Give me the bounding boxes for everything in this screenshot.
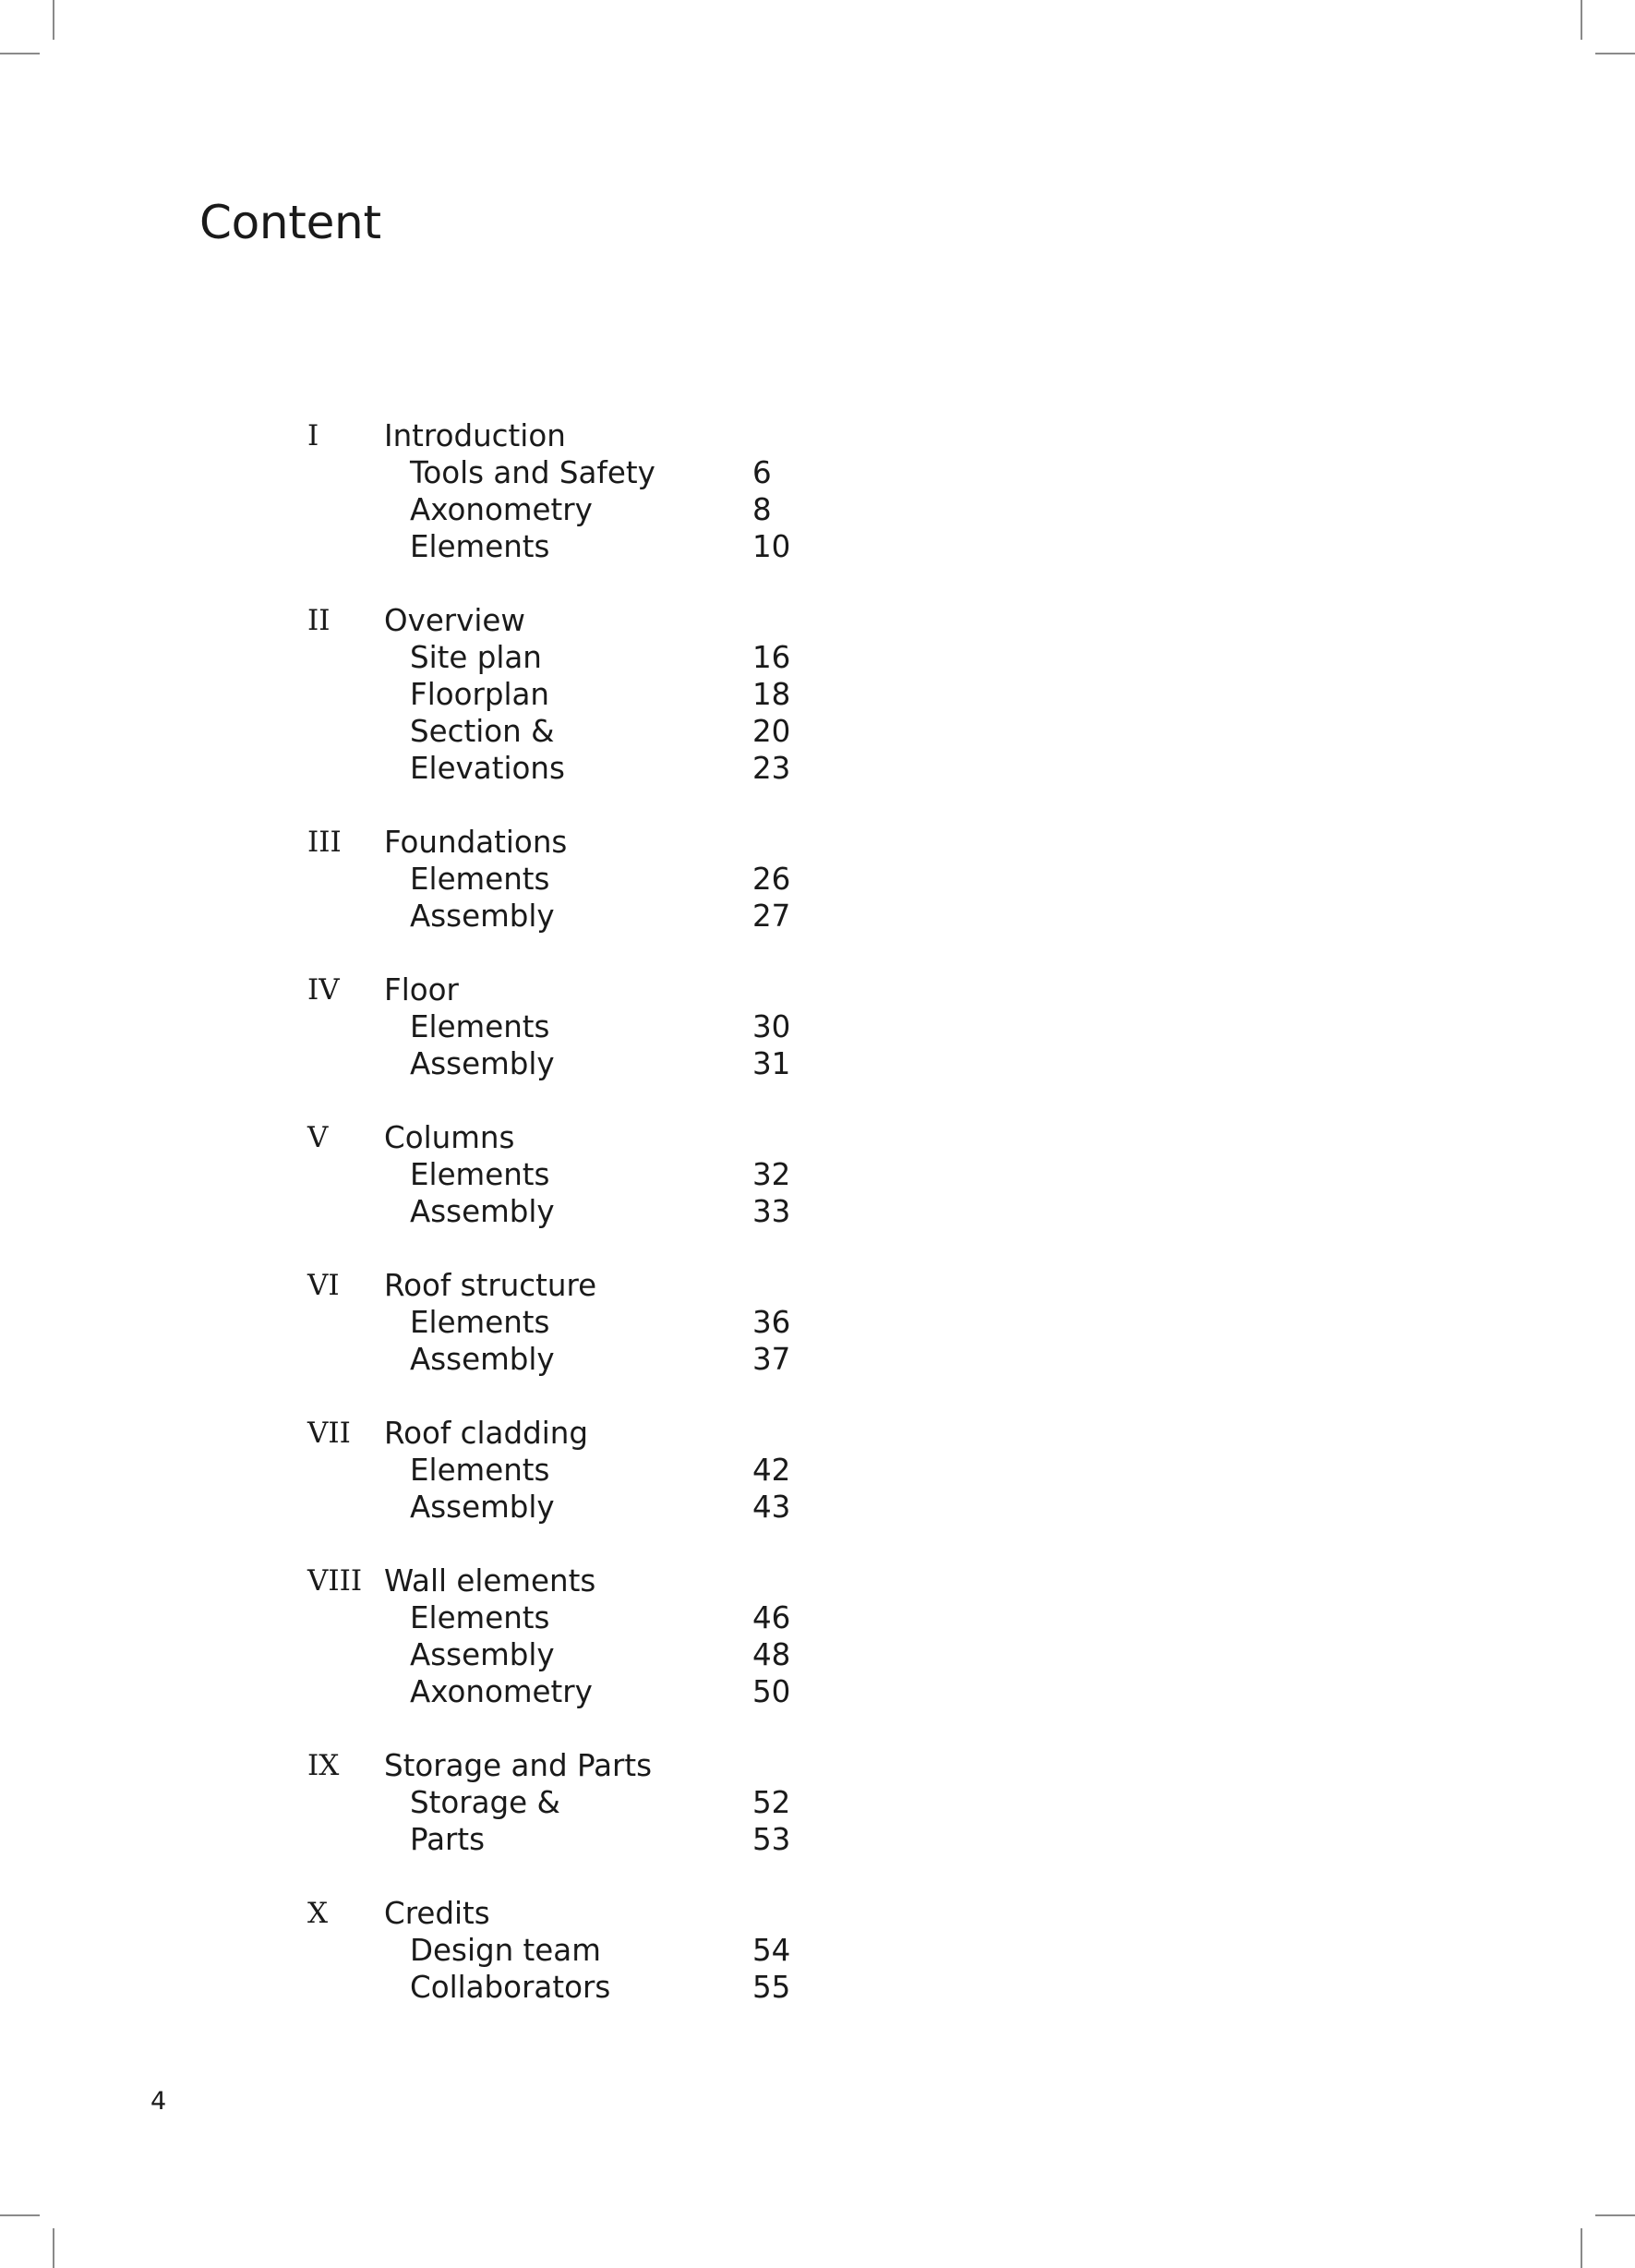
- toc-section-heading: Wall elements: [384, 1563, 596, 1598]
- toc-entry[interactable]: [307, 1932, 954, 1969]
- toc-entry[interactable]: [307, 1673, 954, 1710]
- toc-entry-title: Assembly: [410, 1637, 555, 1672]
- toc-entry[interactable]: [307, 1599, 954, 1636]
- toc-section-header[interactable]: [307, 971, 954, 1008]
- toc-section-heading: Introduction: [384, 418, 566, 453]
- toc-entry-page-number: 26: [752, 862, 791, 897]
- toc-entry[interactable]: [307, 861, 954, 898]
- toc-entry-page-number: 33: [752, 1194, 791, 1229]
- toc-entry[interactable]: [307, 898, 954, 935]
- toc-entry-title: Elements: [410, 862, 550, 897]
- toc-entry[interactable]: [307, 1636, 954, 1673]
- toc-entry[interactable]: [307, 1045, 954, 1082]
- page-number: 4: [150, 2087, 167, 2116]
- toc-entry-title: Section &: [410, 714, 555, 749]
- toc-section: [307, 971, 954, 1082]
- toc-entry-title: Assembly: [410, 1046, 555, 1081]
- toc-entry[interactable]: [307, 676, 954, 713]
- toc-section: [307, 1562, 954, 1710]
- toc-entry[interactable]: [307, 639, 954, 676]
- toc-section: [307, 824, 954, 935]
- toc-entry[interactable]: [307, 1452, 954, 1489]
- toc-entry[interactable]: [307, 1304, 954, 1341]
- toc-section-header[interactable]: [307, 1267, 954, 1304]
- toc-entry-title: Floorplan: [410, 677, 550, 712]
- toc-section-numeral: X: [307, 1897, 329, 1930]
- toc-entry-title: Assembly: [410, 899, 555, 934]
- toc-entry-page-number: 30: [752, 1009, 791, 1044]
- toc-entry-page-number: 36: [752, 1305, 791, 1340]
- toc-entry[interactable]: [307, 750, 954, 787]
- toc-entry-page-number: 54: [752, 1933, 791, 1968]
- crop-mark-bottom-right-vertical: [1581, 2228, 1582, 2268]
- toc-entry-title: Axonometry: [410, 1674, 593, 1709]
- toc-entry[interactable]: [307, 1008, 954, 1045]
- crop-mark-bottom-right-horizontal: [1595, 2214, 1635, 2216]
- toc-section-numeral: VII: [307, 1417, 351, 1450]
- toc-section: [307, 1895, 954, 2006]
- toc-entry-title: Elements: [410, 1305, 550, 1340]
- toc-section: [307, 1415, 954, 1526]
- toc-section-header[interactable]: [307, 417, 954, 454]
- toc-entry[interactable]: [307, 528, 954, 565]
- crop-mark-top-left-horizontal: [0, 53, 40, 54]
- toc-entry-page-number: 20: [752, 714, 791, 749]
- toc-entry[interactable]: [307, 1341, 954, 1378]
- toc-entry-page-number: 31: [752, 1046, 791, 1081]
- toc-entry-page-number: 53: [752, 1822, 791, 1857]
- toc-section-heading: Overview: [384, 603, 526, 638]
- toc-entry-page-number: 43: [752, 1490, 791, 1525]
- toc-entry-page-number: 23: [752, 751, 791, 786]
- toc-section-header[interactable]: [307, 1895, 954, 1932]
- toc-entry[interactable]: [307, 491, 954, 528]
- toc-entry-page-number: 32: [752, 1157, 791, 1192]
- toc-section: [307, 1119, 954, 1230]
- toc-section-header[interactable]: [307, 1119, 954, 1156]
- crop-mark-bottom-left-vertical: [53, 2228, 54, 2268]
- toc-entry[interactable]: [307, 1821, 954, 1858]
- toc-entry-page-number: 8: [752, 492, 772, 527]
- toc-entry-page-number: 16: [752, 640, 791, 675]
- crop-mark-top-right-vertical: [1581, 0, 1582, 40]
- toc-entry-title: Axonometry: [410, 492, 593, 527]
- toc-section-numeral: VI: [307, 1269, 340, 1302]
- toc-entry-page-number: 10: [752, 529, 791, 564]
- toc-entry-page-number: 48: [752, 1637, 791, 1672]
- toc-section-numeral: III: [307, 826, 342, 859]
- toc-section-heading: Columns: [384, 1120, 515, 1155]
- toc-entry[interactable]: [307, 1193, 954, 1230]
- toc-section-numeral: VIII: [307, 1564, 363, 1598]
- toc-entry-page-number: 50: [752, 1674, 791, 1709]
- table-of-contents: [307, 417, 954, 2043]
- toc-section-numeral: IV: [307, 973, 340, 1007]
- toc-section-header[interactable]: [307, 1415, 954, 1452]
- toc-section-numeral: II: [307, 604, 331, 637]
- toc-entry-title: Elevations: [410, 751, 565, 786]
- toc-entry-title: Parts: [410, 1822, 486, 1857]
- toc-section-header[interactable]: [307, 602, 954, 639]
- toc-entry-title: Assembly: [410, 1342, 555, 1377]
- toc-section-header[interactable]: [307, 1562, 954, 1599]
- toc-entry-page-number: 42: [752, 1453, 791, 1488]
- toc-section-header[interactable]: [307, 824, 954, 861]
- toc-section-heading: Foundations: [384, 825, 568, 860]
- toc-entry-page-number: 6: [752, 455, 772, 490]
- toc-entry[interactable]: [307, 1969, 954, 2006]
- toc-entry[interactable]: [307, 1784, 954, 1821]
- toc-entry-title: Tools and Safety: [410, 455, 655, 490]
- toc-entry-title: Elements: [410, 529, 550, 564]
- toc-entry-page-number: 52: [752, 1785, 791, 1820]
- toc-entry-title: Elements: [410, 1157, 550, 1192]
- toc-entry[interactable]: [307, 1156, 954, 1193]
- toc-section-header[interactable]: [307, 1747, 954, 1784]
- toc-entry-title: Storage &: [410, 1785, 560, 1820]
- toc-entry-title: Collaborators: [410, 1970, 611, 2005]
- toc-entry-title: Site plan: [410, 640, 542, 675]
- toc-entry-page-number: 27: [752, 899, 791, 934]
- toc-entry-title: Elements: [410, 1600, 550, 1635]
- toc-entry-title: Assembly: [410, 1490, 555, 1525]
- toc-entry-page-number: 55: [752, 1970, 791, 2005]
- toc-entry[interactable]: [307, 1489, 954, 1526]
- toc-section-heading: Storage and Parts: [384, 1748, 653, 1783]
- toc-section-numeral: V: [307, 1121, 329, 1154]
- toc-entry-title: Design team: [410, 1933, 601, 1968]
- toc-section: [307, 1267, 954, 1378]
- toc-entry[interactable]: [307, 454, 954, 491]
- toc-section-numeral: I: [307, 419, 319, 452]
- toc-entry-title: Assembly: [410, 1194, 555, 1229]
- toc-entry[interactable]: [307, 713, 954, 750]
- toc-section: [307, 602, 954, 787]
- toc-entry-page-number: 18: [752, 677, 791, 712]
- page-title: Content: [199, 196, 381, 249]
- toc-entry-page-number: 37: [752, 1342, 791, 1377]
- crop-mark-bottom-left-horizontal: [0, 2214, 40, 2216]
- toc-section-heading: Roof structure: [384, 1268, 597, 1303]
- toc-section-heading: Roof cladding: [384, 1416, 588, 1451]
- toc-section-heading: Floor: [384, 972, 459, 1007]
- crop-mark-top-left-vertical: [53, 0, 54, 40]
- toc-entry-title: Elements: [410, 1009, 550, 1044]
- crop-mark-top-right-horizontal: [1595, 53, 1635, 54]
- toc-entry-title: Elements: [410, 1453, 550, 1488]
- toc-section-numeral: IX: [307, 1749, 340, 1782]
- toc-section: [307, 417, 954, 565]
- toc-section: [307, 1747, 954, 1858]
- toc-section-heading: Credits: [384, 1896, 490, 1931]
- toc-entry-page-number: 46: [752, 1600, 791, 1635]
